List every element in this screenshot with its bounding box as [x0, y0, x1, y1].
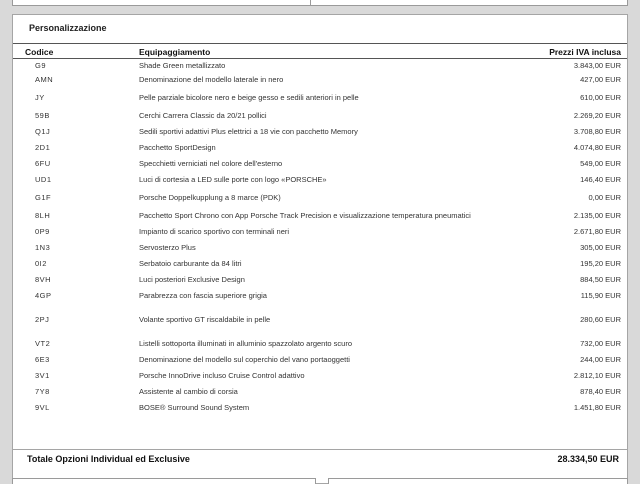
- table-header: [13, 43, 627, 59]
- table-row: [13, 241, 627, 255]
- option-description: Pelle parziale bicolore nero e beige gesso e sedili anteriori in pelle: [139, 93, 359, 102]
- option-price: 280,60 EUR: [580, 315, 621, 324]
- option-description: Specchietti verniciati nel colore dell'esterno: [139, 159, 283, 168]
- option-code: UD1: [35, 175, 52, 184]
- header-code: Codice: [25, 47, 54, 57]
- option-description: BOSE® Surround Sound System: [139, 403, 250, 412]
- option-code: Q1J: [35, 127, 51, 136]
- option-price: 2.671,80 EUR: [573, 227, 621, 236]
- table-row: [13, 209, 627, 223]
- option-description: Listelli sottoporta illuminati in alluminio spazzolato argento scuro: [139, 339, 353, 348]
- option-price: 2.135,00 EUR: [573, 211, 621, 220]
- table-row: [13, 257, 627, 271]
- table-row: [13, 141, 627, 155]
- table-row: [13, 59, 627, 73]
- table-row: [13, 73, 627, 87]
- option-code: 6E3: [35, 355, 50, 364]
- option-code: 0P9: [35, 227, 50, 236]
- next-panel-left-edge: [12, 478, 316, 484]
- option-code: G9: [35, 61, 47, 70]
- option-description: Pacchetto SportDesign: [139, 143, 216, 152]
- column-divider: [310, 0, 311, 6]
- option-code: G1F: [35, 193, 52, 202]
- option-description: Assistente al cambio di corsia: [139, 387, 238, 396]
- total-label: Totale Opzioni Individual ed Exclusive: [27, 454, 190, 464]
- option-description: Denominazione del modello sul coperchio del vano portaoggetti: [139, 355, 350, 364]
- table-row: [13, 273, 627, 287]
- option-price: 427,00 EUR: [580, 75, 621, 84]
- option-description: Shade Green metallizzato: [139, 61, 226, 70]
- table-row: [13, 173, 627, 187]
- table-row: [13, 369, 627, 383]
- option-price: 549,00 EUR: [580, 159, 621, 168]
- option-code: 8LH: [35, 211, 51, 220]
- option-price: 0,00 EUR: [588, 193, 621, 202]
- option-description: Cerchi Carrera Classic da 20/21 pollici: [139, 111, 267, 120]
- total-value: 28.334,50 EUR: [557, 454, 619, 464]
- option-code: 59B: [35, 111, 50, 120]
- section-title: Personalizzazione: [29, 23, 107, 33]
- option-description: Sedili sportivi adattivi Plus elettrici a 18 vie con pacchetto Memory: [139, 127, 358, 136]
- table-row: [13, 337, 627, 351]
- option-price: 732,00 EUR: [580, 339, 621, 348]
- table-row: [13, 385, 627, 399]
- table-row: [13, 289, 627, 303]
- option-description: Luci posteriori Exclusive Design: [139, 275, 245, 284]
- option-description: Parabrezza con fascia superiore grigia: [139, 291, 267, 300]
- option-code: 3V1: [35, 371, 50, 380]
- next-section-edge: [12, 478, 628, 484]
- option-description: Porsche Doppelkupplung a 8 marce (PDK): [139, 193, 281, 202]
- option-price: 115,90 EUR: [580, 291, 621, 300]
- option-code: 2D1: [35, 143, 51, 152]
- option-description: Serbatoio carburante da 84 litri: [139, 259, 242, 268]
- option-code: 4GP: [35, 291, 52, 300]
- option-price: 146,40 EUR: [580, 175, 621, 184]
- option-code: 6FU: [35, 159, 51, 168]
- option-price: 884,50 EUR: [580, 275, 621, 284]
- header-description: Equipaggiamento: [139, 47, 211, 57]
- option-description: Volante sportivo GT riscaldabile in pelle: [139, 315, 271, 324]
- table-row: [13, 191, 627, 205]
- option-code: 7Y8: [35, 387, 50, 396]
- option-price: 3.708,80 EUR: [573, 127, 621, 136]
- option-description: Pacchetto Sport Chrono con App Porsche Track Precision e visualizzazione temperatura pneumatici: [139, 211, 471, 220]
- header-price: Prezzi IVA inclusa: [549, 47, 621, 57]
- option-code: VT2: [35, 339, 51, 348]
- table-row: [13, 91, 627, 105]
- table-row: [13, 125, 627, 139]
- option-code: AMN: [35, 75, 54, 84]
- table-row: [13, 109, 627, 123]
- table-row: [13, 225, 627, 239]
- option-price: 4.074,80 EUR: [573, 143, 621, 152]
- personalization-panel: [12, 14, 628, 450]
- option-description: Servosterzo Plus: [139, 243, 196, 252]
- table-row: [13, 157, 627, 171]
- option-description: Denominazione del modello laterale in nero: [139, 75, 284, 84]
- option-price: 244,00 EUR: [580, 355, 621, 364]
- table-row: [13, 353, 627, 367]
- option-price: 2.812,10 EUR: [573, 371, 621, 380]
- option-description: Luci di cortesia a LED sulle porte con logo «PORSCHE»: [139, 175, 327, 184]
- option-description: Porsche InnoDrive incluso Cruise Control adattivo: [139, 371, 305, 380]
- option-price: 1.451,80 EUR: [573, 403, 621, 412]
- option-code: 0I2: [35, 259, 47, 268]
- table-row: [13, 401, 627, 415]
- option-price: 610,00 EUR: [580, 93, 621, 102]
- option-price: 2.269,20 EUR: [573, 111, 621, 120]
- option-code: 1N3: [35, 243, 51, 252]
- previous-section-edge: [12, 0, 628, 6]
- option-price: 305,00 EUR: [580, 243, 621, 252]
- option-code: 9VL: [35, 403, 50, 412]
- option-description: Impianto di scarico sportivo con terminali neri: [139, 227, 290, 236]
- option-price: 878,40 EUR: [580, 387, 621, 396]
- next-panel-right-edge: [328, 478, 628, 484]
- option-price: 3.843,00 EUR: [573, 61, 621, 70]
- option-code: JY: [35, 93, 45, 102]
- option-price: 195,20 EUR: [580, 259, 621, 268]
- option-code: 2PJ: [35, 315, 50, 324]
- option-code: 8VH: [35, 275, 52, 284]
- table-row: [13, 313, 627, 327]
